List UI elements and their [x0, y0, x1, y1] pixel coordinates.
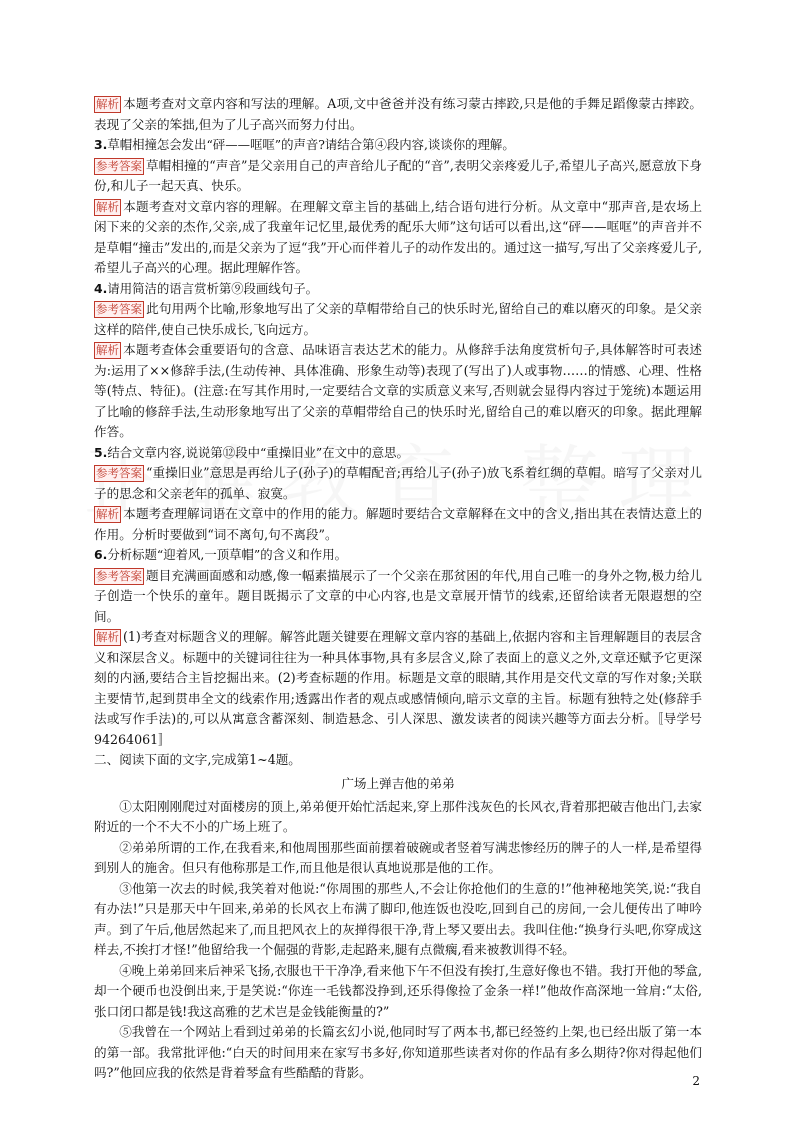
analysis-text: 本题考查对文章内容和写法的理解。A项,文中爸爸并没有练习蒙古摔跤,只是他的手舞足蹈像蒙古摔跤。表现了父亲的笨拙,但为了儿子高兴而努力付出。 — [94, 96, 702, 132]
question-5 — [94, 443, 702, 464]
analysis-block — [94, 504, 702, 545]
passage-paragraph: ⑤我曾在一个网站上看到过弟弟的长篇玄幻小说,他同时写了两本书,都已经签约上架,也已经出版了第一本的第一部。我常批评他:“白天的时间用来在家写书多好,你知道那些读者对你的作品有多么期待?你对得起他们吗?”他回应我的依然是背着琴盒有些酷酷的背影。 — [94, 1024, 702, 1080]
analysis-tag: 解析 — [96, 507, 119, 521]
analysis-tag: 解析 — [96, 343, 119, 357]
section-heading: 二、阅读下面的文字,完成第1~4题。 — [94, 752, 301, 767]
analysis-block — [94, 197, 702, 279]
answer-block — [94, 299, 702, 340]
answer-text: 此句用两个比喻,形象地写出了父亲的草帽带给自己的快乐时光,留给自己的难以磨灭的印象。是父亲这样的陪伴,使自己快乐成长,飞向远方。 — [94, 301, 702, 337]
question-text: 结合文章内容,说说第⑫段中“重操旧业”在文中的意思。 — [107, 444, 409, 460]
analysis-text: 本题考查体会重要语句的含意、品味语言表达艺术的能力。从修辞手法角度赏析句子,具体解答时可表述为:运用了××修辞手法,(生动传神、具体准确、形象生动等)表现了(写出了)人或事物……的情感、心理、性格等(特点、特征)。(注意:在写其作用时,一定要结合文章的实质意义来写,否则就会显得内容过于笼统)本题运用了比喻的修辞手法,生动形象地写出了父亲的草帽带给自己的快乐时光,留给自己的难以磨灭的印象。据此理解作答。 — [94, 342, 702, 439]
question-3 — [94, 135, 702, 156]
answer-tag: 参考答案 — [96, 158, 142, 173]
analysis-text: (1)考查对标题含义的理解。解答此题关键要在理解文章内容的基础上,依据内容和主旨理解题目的表层含义和深层含义。标题中的关键词往往为一种具体事物,具有多层含义,除了表面上的意义之外,文章还赋予它更深刻的内涵,要结合主旨挖掘出来。(2)考查标题的作用。标题是文章的眼睛,其作用是交代文章的写作对象;关联主要情节,起到贯串全文的线索作用;透露出作者的观点或感情倾向,暗示文章的主旨。标题有独特之处(修辞手法或写作手法)的,可以从寓意含蓄深刻、制造悬念、引人深思、激发读者的阅读兴趣等方面去分析。〚导学号94264061〛 — [94, 629, 702, 747]
analysis-block — [94, 340, 702, 443]
question-text: 草帽相撞怎会发出“砰——哐哐”的声音?请结合第④段内容,谈谈你的理解。 — [107, 137, 515, 152]
answer-text: 题目充满画面感和动感,像一幅素描展示了一个父亲在那贫困的年代,用自己唯一的身外之物,极力给儿子创造一个快乐的童年。题目既揭示了文章的中心内容,也是文章展开情节的线索,还留给读者无限遐想的空间。 — [94, 567, 702, 624]
passage-paragraph: ②弟弟所谓的工作,在我看来,和他周围那些面前摆着破碗或者竖着写满悲惨经历的牌子的人一样,是希望得到别人的施舍。但只有他称那是工作,而且他是很认真地说那是他的工作。 — [94, 839, 702, 875]
answer-block — [94, 463, 702, 504]
answer-tag: 参考答案 — [96, 302, 142, 316]
analysis-tag: 解析 — [96, 97, 119, 111]
analysis-tag: 解析 — [96, 199, 119, 214]
question-number: 4. — [94, 280, 108, 296]
answer-text: 草帽相撞的“声音”是父亲用自己的声音给儿子配的“音”,表明父亲疼爱儿子,希望儿子高兴,愿意放下身份,和儿子一起天真、快乐。 — [94, 157, 702, 193]
answer-block — [94, 566, 702, 628]
question-number: 5. — [94, 444, 108, 460]
answer-text: “重操旧业”意思是再给儿子(孙子)的草帽配音;再给儿子(孙子)放飞系着红绸的草帽。暗写了父亲对儿子的思念和父亲老年的孤单、寂寞。 — [94, 465, 702, 501]
analysis-block — [94, 627, 702, 750]
analysis-block — [94, 94, 702, 135]
question-number: 3. — [94, 137, 108, 152]
analysis-tag: 解析 — [96, 630, 119, 644]
question-6 — [94, 545, 702, 566]
answer-tag: 参考答案 — [96, 568, 142, 583]
question-4 — [94, 279, 702, 300]
answer-block — [94, 156, 702, 197]
passage-paragraph: ④晚上弟弟回来后神采飞扬,衣服也干干净净,看来他下午不但没有挨打,生意好像也不错。我打开他的琴盒,却一个硬币也没倒出来,于是笑说:“你连一毛钱都没挣到,还乐得像捡了金条一样!”他故作高深地一耸肩:“太俗,张口闭口都是钱!我这高雅的艺术岂是金钱能衡量的?” — [94, 962, 702, 1019]
question-text: 请用简洁的语言赏析第⑨段画线句子。 — [107, 280, 318, 296]
passage-paragraph: ①太阳刚刚爬过对面楼房的顶上,弟弟便开始忙活起来,穿上那件浅灰色的长风衣,背着那把破吉他出门,去家附近的一个不大不小的广场上班了。 — [94, 798, 702, 834]
answer-tag: 参考答案 — [96, 466, 142, 480]
page-number: 2 — [692, 1074, 700, 1088]
document-body — [94, 94, 702, 1084]
question-text: 分析标题“迎着风,一顶草帽”的含义和作用。 — [107, 547, 347, 562]
analysis-text: 本题考查理解词语在文章中的作用的能力。解题时要结合文章解释在文中的含义,指出其在表情达意上的作用。分析时要做到“词不离句,句不离段”。 — [94, 506, 702, 542]
question-number: 6. — [94, 547, 108, 562]
passage-paragraph: ③他第一次去的时候,我笑着对他说:“你周围的那些人,不会让你抢他们的生意的!”他神秘地笑笑,说:“我自有办法!”只是那天中午回来,弟弟的长风衣上布满了脚印,他连饭也没吃,回到自己的房间,一会儿便传出了呻吟声。到了午后,他居然起来了,而且把风衣上的灰掸得很干净,背上琴又要出去。我叫住他:“换身行头吧,你穿成这样去,不挨打才怪!”他留给我一个倔强的背影,走起路来,腿有点微瘸,看来被教训得不轻。 — [94, 880, 702, 957]
analysis-text: 本题考查对文章内容的理解。在理解文章主旨的基础上,结合语句进行分析。从文章中“那声音,是农场上闲下来的父亲的杰作,父亲,成了我童年记忆里,最优秀的配乐大师”这句话可以看出,这“砰——哐哐”的声音并不是草帽“撞击”发出的,而是父亲为了逗“我”开心而伴着儿子的动作发出的。通过这一描写,写出了父亲疼爱儿子,希望儿子高兴的心理。据此理解作答。 — [94, 198, 702, 275]
passage-title: 广场上弹吉他的弟弟 — [341, 775, 455, 791]
